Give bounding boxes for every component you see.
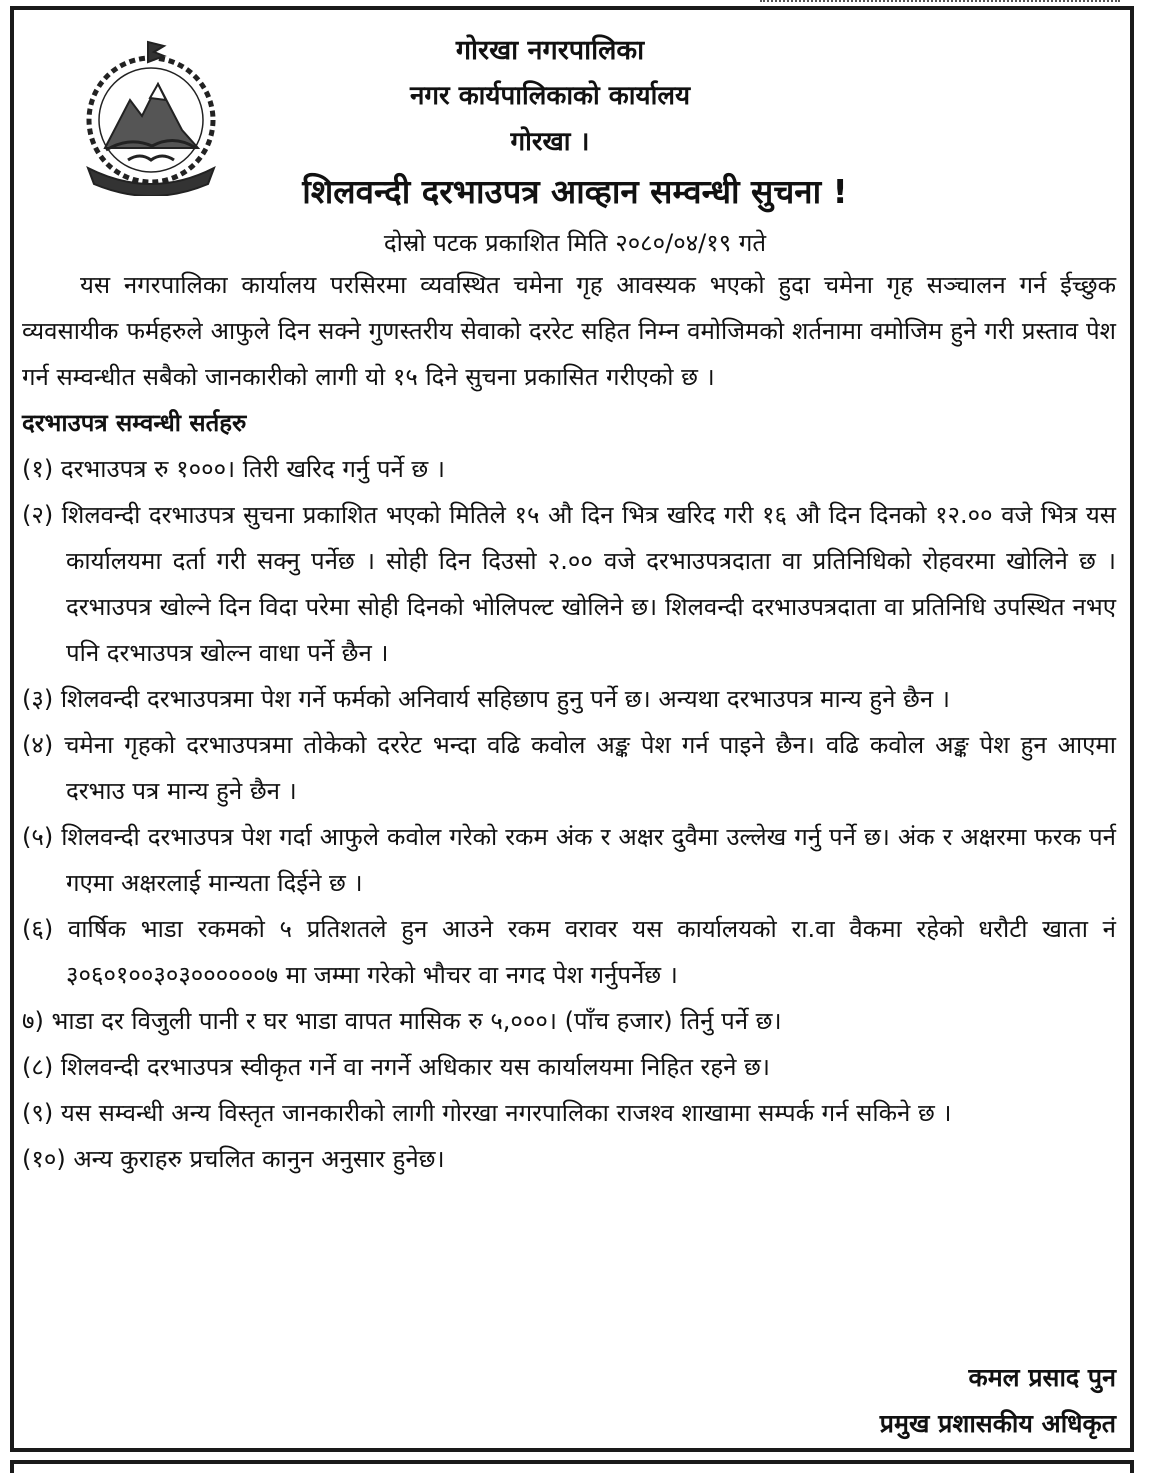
condition-item: (१) दरभाउपत्र रु १०००। तिरी खरिद गर्नु पर्ने छ । <box>22 455 445 483</box>
condition-item: (३) शिलवन्दी दरभाउपत्रमा पेश गर्ने फर्मको अनिवार्य सहिछाप हुनु पर्ने छ। अन्यथा दरभाउपत्र मान्य हुने छैन । <box>22 685 950 713</box>
condition-item: (८) शिलवन्दी दरभाउपत्र स्वीकृत गर्ने वा नगर्ने अधिकार यस कार्यालयमा निहित रहने छ। <box>22 1053 770 1081</box>
condition-item: (१०) अन्य कुराहरु प्रचलित कानुन अनुसार हुनेछ। <box>22 1145 445 1173</box>
condition-item: (५) शिलवन्दी दरभाउपत्र पेश गर्दा आफुले कवोल गरेको रकम अंक र अक्षर दुवैमा उल्लेख गर्नु पर्ने छ। अंक र अक्षरमा फरक पर्न गएमा अक्षरलाई मान्यता दिईने छ । <box>22 823 1116 897</box>
condition-item: (६) वार्षिक भाडा रकमको ५ प्रतिशतले हुन आउने रकम वरावर यस कार्यालयको रा.वा वैकमा रहेको धरौटी खाता नं ३०६०१००३०३००००००७ मा जम्मा गरेको भौचर वा नगद पेश गर्नुपर्नेछ । <box>22 915 1116 989</box>
municipality-name: गोरखा नगरपालिका <box>455 35 645 66</box>
condition-item: ७) भाडा दर विजुली पानी र घर भाडा वापत मासिक रु ५,०००। (पाँच हजार) तिर्नु पर्ने छ। <box>22 1007 782 1035</box>
signatory-name: कमल प्रसाद पुन <box>968 1363 1116 1392</box>
notice-body <box>22 262 1116 1182</box>
conditions-heading: दरभाउपत्र सम्वन्धी सर्तहरु <box>22 409 247 437</box>
signatory-designation: प्रमुख प्रशासकीय अधिकृत <box>879 1409 1116 1438</box>
office-location: गोरखा । <box>510 127 590 157</box>
condition-item: (९) यस सम्वन्धी अन्य विस्तृत जानकारीको लागी गोरखा नगरपालिका राजश्व शाखामा सम्पर्क गर्न सकिने छ । <box>22 1099 952 1127</box>
publication-date: दोस्रो पटक प्रकाशित मिति २०८०/०४/१९ गते <box>383 229 767 257</box>
nepal-government-emblem-icon <box>70 38 232 196</box>
intro-paragraph: यस नगरपालिका कार्यालय परसिरमा व्यवस्थित चमेना गृह आवस्यक भएको हुदा चमेना गृह सञ्चालन गर्न ईच्छुक व्यवसायीक फर्महरुले आफुले दिन सक्ने गुणस्तरीय सेवाको दररेट सहित निम्न वमोजिमको शर्तनामा वमोजिम हुने गरी प्रस्ताव पेश गर्न सम्वन्धीत सबैको जानकारीको लागी यो १५ दिने सुचना प्रकासित गरीएको छ । <box>22 271 1116 391</box>
next-frame-edge <box>10 1460 1134 1473</box>
condition-item: (४) चमेना गृहको दरभाउपत्रमा तोकेको दररेट भन्दा वढि कवोल अङ्क पेश गर्न पाइने छैन। वढि कवोल अङ्क पेश हुन आएमा दरभाउ पत्र मान्य हुने छैन । <box>22 731 1116 805</box>
top-edge-line <box>760 0 1120 4</box>
office-name: नगर कार्यपालिकाको कार्यालय <box>409 81 691 111</box>
condition-item: (२) शिलवन्दी दरभाउपत्र सुचना प्रकाशित भएको मितिले १५ औ दिन भित्र खरिद गरी १६ औ दिन दिनको १२.०० वजे भित्र यस कार्यालयमा दर्ता गरी सक्नु पर्नेछ । सोही दिन दिउसो २.०० वजे दरभाउपत्रदाता वा प्रतिनिधिको रोहवरमा खोलिने छ । दरभाउपत्र खोल्ने दिन विदा परेमा सोही दिनको भोलिपल्ट खोलिने छ। शिलवन्दी दरभाउपत्रदाता वा प्रतिनिधि उपस्थित नभए पनि दरभाउपत्र खोल्न वाधा पर्ने छैन । <box>22 501 1116 667</box>
notice-title: शिलवन्दी दरभाउपत्र आव्हान सम्वन्धी सुचना ! <box>302 172 848 211</box>
